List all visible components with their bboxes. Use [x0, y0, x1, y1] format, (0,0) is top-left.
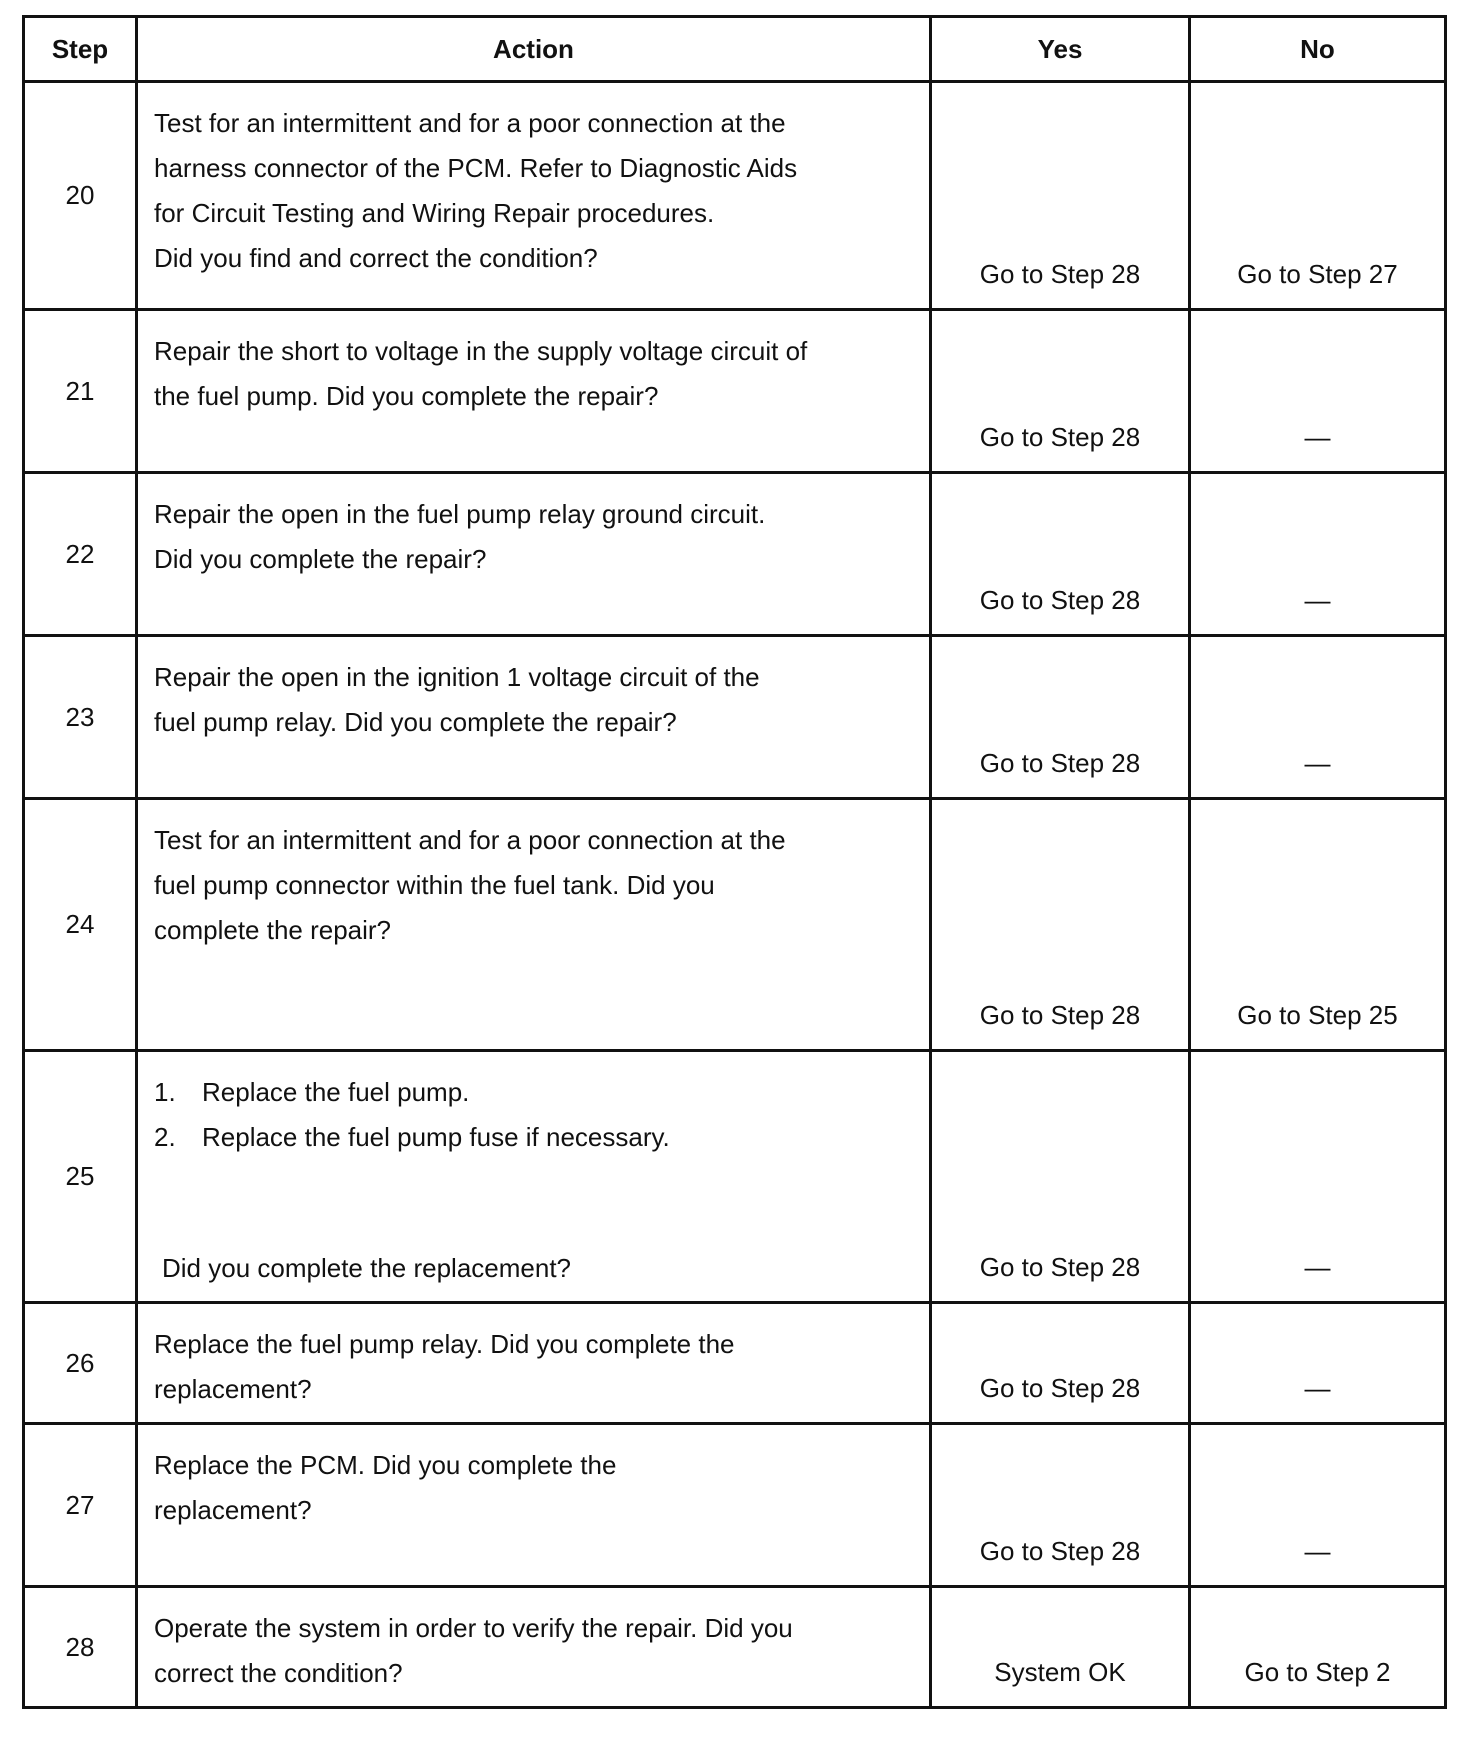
- table-row: [24, 1424, 1446, 1587]
- header-yes: Yes: [931, 17, 1190, 82]
- no-result: Go to Step 27: [1190, 82, 1446, 310]
- table-row: [24, 799, 1446, 1051]
- action-cell: [137, 310, 931, 473]
- action-cell: [137, 473, 931, 636]
- yes-result: System OK: [931, 1587, 1190, 1708]
- table-row: [24, 1303, 1446, 1424]
- action-question: Did you complete the replacement?: [162, 1253, 572, 1283]
- no-result: —: [1190, 473, 1446, 636]
- step-number: 27: [24, 1424, 137, 1587]
- table-row: [24, 310, 1446, 473]
- step-number: 28: [24, 1587, 137, 1708]
- action-text: Replace the fuel pump relay. Did you complete the replacement?: [154, 1329, 735, 1404]
- action-text: Repair the open in the ignition 1 voltage circuit of the fuel pump relay. Did you complete the repair?: [154, 662, 760, 737]
- step-number: 25: [24, 1051, 137, 1303]
- yes-result: Go to Step 28: [931, 1051, 1190, 1303]
- action-text: Test for an intermittent and for a poor connection at the harness connector of the PCM. Refer to Diagnostic Aids for Circuit Testing and Wiring Repair procedures. Did you find and correct the condition?: [154, 108, 798, 273]
- step-number: 20: [24, 82, 137, 310]
- action-text: Replace the PCM. Did you complete the replacement?: [154, 1450, 617, 1525]
- table-row: [24, 1587, 1446, 1708]
- no-result: —: [1190, 310, 1446, 473]
- no-result: —: [1190, 1051, 1446, 1303]
- no-result: Go to Step 2: [1190, 1587, 1446, 1708]
- no-result: —: [1190, 636, 1446, 799]
- action-cell: [137, 1303, 931, 1424]
- action-cell: [137, 636, 931, 799]
- yes-result: Go to Step 28: [931, 310, 1190, 473]
- yes-result: Go to Step 28: [931, 82, 1190, 310]
- step-number: 21: [24, 310, 137, 473]
- action-text: Repair the open in the fuel pump relay ground circuit. Did you complete the repair?: [154, 499, 766, 574]
- action-text: Repair the short to voltage in the supply voltage circuit of the fuel pump. Did you complete the repair?: [154, 336, 808, 411]
- yes-result: Go to Step 28: [931, 473, 1190, 636]
- header-action: Action: [137, 17, 931, 82]
- list-item: 1. Replace the fuel pump.: [154, 1077, 470, 1107]
- action-cell: [137, 1051, 931, 1303]
- action-cell: [137, 799, 931, 1051]
- no-result: —: [1190, 1424, 1446, 1587]
- action-cell: [137, 1424, 931, 1587]
- table-row: [24, 82, 1446, 310]
- table-row: [24, 1051, 1446, 1303]
- spacer: [154, 1160, 915, 1246]
- header-no: No: [1190, 17, 1446, 82]
- list-item: 2. Replace the fuel pump fuse if necessary.: [154, 1122, 670, 1152]
- yes-result: Go to Step 28: [931, 1424, 1190, 1587]
- yes-result: Go to Step 28: [931, 1303, 1190, 1424]
- no-result: —: [1190, 1303, 1446, 1424]
- step-number: 24: [24, 799, 137, 1051]
- yes-result: Go to Step 28: [931, 636, 1190, 799]
- action-cell: [137, 82, 931, 310]
- table-row: [24, 636, 1446, 799]
- action-cell: [137, 1587, 931, 1708]
- step-number: 23: [24, 636, 137, 799]
- action-text: Operate the system in order to verify the repair. Did you correct the condition?: [154, 1613, 793, 1688]
- table-row: [24, 473, 1446, 636]
- action-text: Test for an intermittent and for a poor connection at the fuel pump connector within the fuel tank. Did you complete the repair?: [154, 825, 786, 945]
- header-row: [24, 17, 1446, 82]
- step-number: 22: [24, 473, 137, 636]
- yes-result: Go to Step 28: [931, 799, 1190, 1051]
- step-number: 26: [24, 1303, 137, 1424]
- diagnostic-table: [22, 15, 1447, 1709]
- header-step: Step: [24, 17, 137, 82]
- no-result: Go to Step 25: [1190, 799, 1446, 1051]
